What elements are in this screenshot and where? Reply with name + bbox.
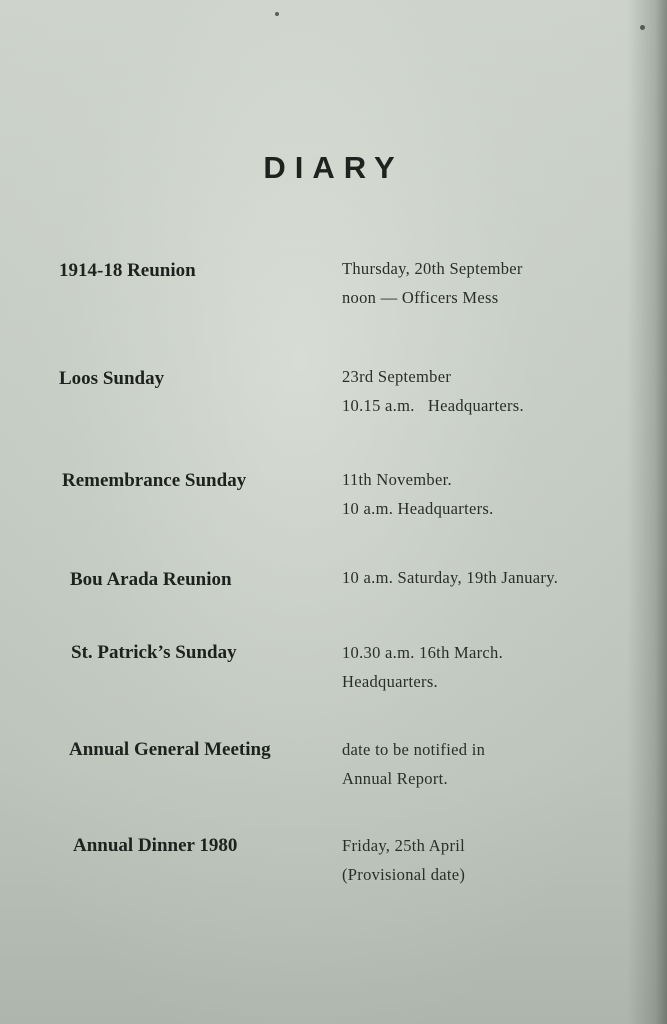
event-name: Annual Dinner 1980 (73, 835, 238, 856)
event-details (342, 362, 524, 420)
event-details (342, 638, 503, 696)
detail-line: 11th November. (342, 470, 452, 489)
paper-speck (275, 12, 279, 16)
page-title: DIARY (263, 150, 404, 185)
event-name: Annual General Meeting (69, 739, 271, 760)
detail-line: 10 a.m. Headquarters. (342, 499, 494, 518)
detail-line: date to be notified in (342, 740, 486, 759)
event-name: 1914-18 Reunion (59, 260, 196, 281)
event-details (342, 831, 465, 889)
paper-speck (640, 25, 645, 30)
detail-line: noon — Officers Mess (342, 288, 499, 307)
detail-line: 10.30 a.m. 16th March. (342, 643, 504, 662)
detail-line: 10 a.m. Saturday, 19th January. (342, 568, 559, 587)
detail-line: (Provisional date) (342, 865, 466, 884)
event-name: Remembrance Sunday (62, 470, 247, 491)
event-details (342, 254, 523, 312)
detail-line: Friday, 25th April (342, 836, 466, 855)
detail-line: 23rd September (342, 367, 452, 386)
detail-line: 10.15 a.m. Headquarters. (342, 396, 524, 415)
detail-line: Annual Report. (342, 769, 448, 788)
event-name: St. Patrick’s Sunday (71, 642, 237, 663)
event-name: Loos Sunday (59, 368, 165, 389)
event-name: Bou Arada Reunion (70, 569, 232, 590)
event-details (342, 735, 485, 793)
detail-line: Headquarters. (342, 672, 438, 691)
detail-line: Thursday, 20th September (342, 259, 523, 278)
event-details (342, 563, 558, 592)
event-details (342, 465, 494, 523)
